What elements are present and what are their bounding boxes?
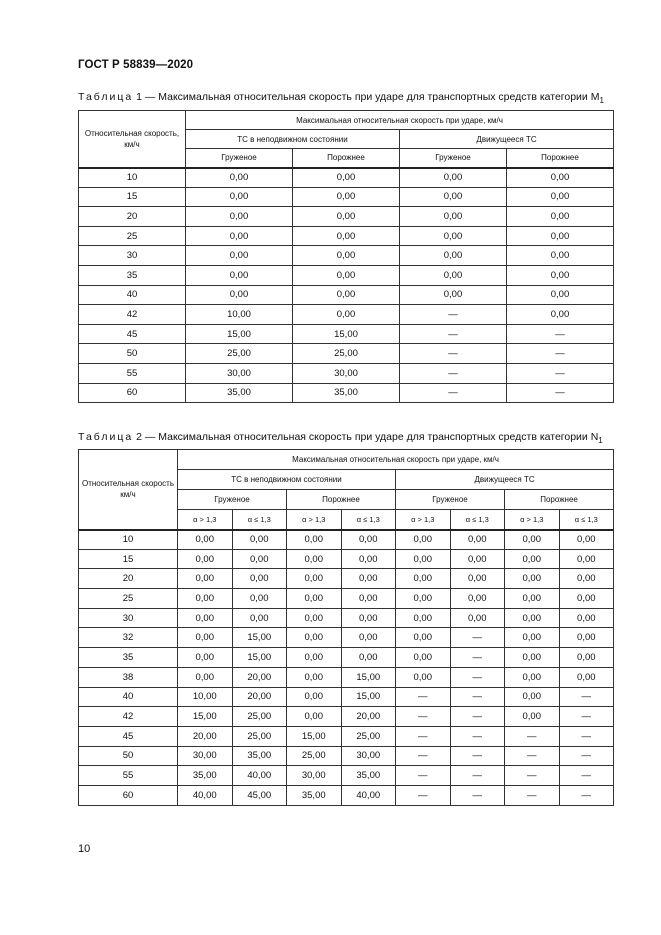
value-cell: 0,00 <box>559 530 614 550</box>
value-cell: 0,00 <box>505 648 560 668</box>
value-cell: 0,00 <box>505 608 560 628</box>
moving-loaded-cell: 0,00 <box>400 246 507 266</box>
table2-header-alpha-gt: α > 1,3 <box>505 510 560 530</box>
table1-caption-label: Таблица <box>78 91 134 103</box>
value-cell: 0,00 <box>287 687 342 707</box>
speed-cell: 42 <box>79 305 186 325</box>
moving-empty-cell: 0,00 <box>507 226 614 246</box>
stationary-loaded-cell: 0,00 <box>186 207 293 227</box>
table-row <box>79 285 614 305</box>
table2-header-alpha-gt: α > 1,3 <box>287 510 342 530</box>
value-cell: 0,00 <box>505 687 560 707</box>
table2-caption-label: Таблица <box>78 431 134 443</box>
value-cell: 15,00 <box>178 707 233 727</box>
stationary-loaded-cell: 15,00 <box>186 324 293 344</box>
speed-cell: 35 <box>79 648 178 668</box>
table1-header-stationary: ТС в неподвижном состоянии <box>186 130 400 149</box>
value-cell: 0,00 <box>178 549 233 569</box>
stationary-loaded-cell: 0,00 <box>186 265 293 285</box>
value-cell: 0,00 <box>341 569 396 589</box>
table2-header-alpha-gt: α > 1,3 <box>178 510 233 530</box>
stationary-empty-cell: 0,00 <box>293 246 400 266</box>
speed-cell: 50 <box>79 344 186 364</box>
table2-header-alpha-gt: α > 1,3 <box>396 510 451 530</box>
value-cell: 0,00 <box>287 667 342 687</box>
value-cell: — <box>505 746 560 766</box>
value-cell: 0,00 <box>341 530 396 550</box>
value-cell: 0,00 <box>396 608 451 628</box>
value-cell: 0,00 <box>505 667 560 687</box>
value-cell: 0,00 <box>396 549 451 569</box>
value-cell: 0,00 <box>505 549 560 569</box>
value-cell: 0,00 <box>450 530 505 550</box>
value-cell: 35,00 <box>287 785 342 805</box>
value-cell: 45,00 <box>232 785 287 805</box>
table-row <box>79 785 614 805</box>
value-cell: 15,00 <box>287 726 342 746</box>
value-cell: — <box>396 785 451 805</box>
value-cell: 0,00 <box>396 589 451 609</box>
value-cell: 0,00 <box>559 589 614 609</box>
table1-caption-text: 1 — Максимальная относительная скорость при ударе для транспортных средств категории M <box>136 91 600 103</box>
value-cell: 0,00 <box>559 667 614 687</box>
value-cell: 0,00 <box>287 648 342 668</box>
moving-empty-cell: 0,00 <box>507 305 614 325</box>
table2-caption-text: 2 — Максимальная относительная скорость при ударе для транспортных средств категории N <box>136 431 599 443</box>
value-cell: 0,00 <box>559 569 614 589</box>
value-cell: — <box>450 667 505 687</box>
stationary-loaded-cell: 35,00 <box>186 383 293 403</box>
value-cell: 10,00 <box>178 687 233 707</box>
moving-loaded-cell: — <box>400 305 507 325</box>
value-cell: 0,00 <box>287 530 342 550</box>
stationary-loaded-cell: 0,00 <box>186 226 293 246</box>
value-cell: 0,00 <box>341 549 396 569</box>
speed-cell: 35 <box>79 265 186 285</box>
value-cell: 15,00 <box>341 667 396 687</box>
speed-cell: 32 <box>79 628 178 648</box>
speed-cell: 40 <box>79 285 186 305</box>
table-row <box>79 265 614 285</box>
value-cell: — <box>396 766 451 786</box>
table-row <box>79 667 614 687</box>
value-cell: 0,00 <box>396 569 451 589</box>
value-cell: — <box>505 726 560 746</box>
value-cell: 0,00 <box>287 549 342 569</box>
speed-cell: 60 <box>79 785 178 805</box>
value-cell: — <box>396 687 451 707</box>
value-cell: 0,00 <box>287 628 342 648</box>
table-row <box>79 726 614 746</box>
stationary-loaded-cell: 0,00 <box>186 187 293 207</box>
speed-cell: 60 <box>79 383 186 403</box>
moving-empty-cell: 0,00 <box>507 285 614 305</box>
speed-cell: 25 <box>79 589 178 609</box>
speed-cell: 15 <box>79 187 186 207</box>
moving-loaded-cell: — <box>400 324 507 344</box>
value-cell: 0,00 <box>450 569 505 589</box>
speed-cell: 38 <box>79 667 178 687</box>
value-cell: 0,00 <box>287 707 342 727</box>
speed-cell: 20 <box>79 569 178 589</box>
value-cell: — <box>450 628 505 648</box>
value-cell: 0,00 <box>232 589 287 609</box>
table-row <box>79 207 614 227</box>
value-cell: 0,00 <box>505 589 560 609</box>
value-cell: — <box>559 726 614 746</box>
speed-cell: 15 <box>79 549 178 569</box>
value-cell: 0,00 <box>178 648 233 668</box>
value-cell: 0,00 <box>396 628 451 648</box>
table-row <box>79 324 614 344</box>
moving-loaded-cell: 0,00 <box>400 168 507 188</box>
value-cell: 0,00 <box>178 589 233 609</box>
value-cell: 35,00 <box>232 746 287 766</box>
value-cell: — <box>559 707 614 727</box>
table1-header-stationary-loaded: Груженое <box>186 149 293 168</box>
value-cell: — <box>450 785 505 805</box>
value-cell: — <box>450 707 505 727</box>
value-cell: 25,00 <box>287 746 342 766</box>
value-cell: 0,00 <box>232 608 287 628</box>
value-cell: 0,00 <box>232 530 287 550</box>
table2-header-stationary: ТС в неподвижном состоянии <box>178 470 396 490</box>
stationary-empty-cell: 0,00 <box>293 305 400 325</box>
page-number: 10 <box>78 843 91 855</box>
moving-loaded-cell: — <box>400 344 507 364</box>
value-cell: 40,00 <box>178 785 233 805</box>
value-cell: 15,00 <box>232 648 287 668</box>
table1 <box>78 110 614 403</box>
speed-cell: 55 <box>79 363 186 383</box>
table-row <box>79 344 614 364</box>
value-cell: 15,00 <box>232 628 287 648</box>
table1-header-max: Максимальная относительная скорость при ударе, км/ч <box>186 111 614 130</box>
table-row <box>79 383 614 403</box>
table2-header-alpha-le: α ≤ 1,3 <box>559 510 614 530</box>
table-row <box>79 187 614 207</box>
moving-loaded-cell: 0,00 <box>400 285 507 305</box>
value-cell: 0,00 <box>559 608 614 628</box>
moving-empty-cell: 0,00 <box>507 265 614 285</box>
speed-cell: 30 <box>79 608 178 628</box>
value-cell: — <box>450 726 505 746</box>
value-cell: 35,00 <box>341 766 396 786</box>
value-cell: 0,00 <box>178 569 233 589</box>
stationary-empty-cell: 15,00 <box>293 324 400 344</box>
document-code: ГОСТ Р 58839—2020 <box>78 59 194 71</box>
value-cell: — <box>559 766 614 786</box>
table-row <box>79 530 614 550</box>
value-cell: — <box>559 687 614 707</box>
speed-cell: 42 <box>79 707 178 727</box>
value-cell: 0,00 <box>450 608 505 628</box>
table-row <box>79 246 614 266</box>
value-cell: 40,00 <box>341 785 396 805</box>
value-cell: 0,00 <box>341 589 396 609</box>
moving-loaded-cell: 0,00 <box>400 265 507 285</box>
value-cell: 0,00 <box>232 549 287 569</box>
value-cell: 30,00 <box>178 746 233 766</box>
table-row <box>79 746 614 766</box>
value-cell: 0,00 <box>178 530 233 550</box>
stationary-loaded-cell: 30,00 <box>186 363 293 383</box>
speed-cell: 30 <box>79 246 186 266</box>
stationary-empty-cell: 0,00 <box>293 187 400 207</box>
value-cell: 30,00 <box>287 766 342 786</box>
table-row <box>79 569 614 589</box>
table-row <box>79 226 614 246</box>
table-row <box>79 628 614 648</box>
value-cell: 0,00 <box>505 628 560 648</box>
table2-header-max: Максимальная относительная скорость при ударе, км/ч <box>178 450 614 470</box>
table-row <box>79 589 614 609</box>
moving-empty-cell: — <box>507 363 614 383</box>
value-cell: 20,00 <box>341 707 396 727</box>
value-cell: 0,00 <box>341 628 396 648</box>
table2-header-moving-empty: Порожнее <box>505 490 614 510</box>
table2-header-moving-loaded: Груженое <box>396 490 505 510</box>
table-row <box>79 168 614 188</box>
stationary-empty-cell: 0,00 <box>293 168 400 188</box>
value-cell: 0,00 <box>559 648 614 668</box>
value-cell: 0,00 <box>341 648 396 668</box>
value-cell: 0,00 <box>287 569 342 589</box>
moving-loaded-cell: — <box>400 383 507 403</box>
speed-cell: 50 <box>79 746 178 766</box>
moving-loaded-cell: 0,00 <box>400 187 507 207</box>
table1-caption <box>78 91 604 105</box>
table-row <box>79 549 614 569</box>
table1-header-moving-loaded: Груженое <box>400 149 507 168</box>
speed-cell: 10 <box>79 530 178 550</box>
table2 <box>78 449 614 806</box>
table-row <box>79 648 614 668</box>
value-cell: 0,00 <box>287 608 342 628</box>
table1-header-moving-empty: Порожнее <box>507 149 614 168</box>
value-cell: — <box>396 707 451 727</box>
value-cell: 0,00 <box>178 608 233 628</box>
stationary-empty-cell: 30,00 <box>293 363 400 383</box>
value-cell: 20,00 <box>232 667 287 687</box>
table1-header-speed: Относительная скорость, км/ч <box>79 111 186 168</box>
value-cell: 30,00 <box>341 746 396 766</box>
value-cell: 0,00 <box>287 589 342 609</box>
stationary-loaded-cell: 25,00 <box>186 344 293 364</box>
value-cell: 0,00 <box>505 707 560 727</box>
stationary-empty-cell: 35,00 <box>293 383 400 403</box>
table-row <box>79 305 614 325</box>
speed-cell: 45 <box>79 726 178 746</box>
table2-header-speed: Относительная скорость км/ч <box>79 450 178 530</box>
stationary-empty-cell: 0,00 <box>293 226 400 246</box>
stationary-empty-cell: 25,00 <box>293 344 400 364</box>
value-cell: 0,00 <box>232 569 287 589</box>
value-cell: 0,00 <box>450 589 505 609</box>
value-cell: 25,00 <box>341 726 396 746</box>
speed-cell: 10 <box>79 168 186 188</box>
table-row <box>79 707 614 727</box>
value-cell: 0,00 <box>559 549 614 569</box>
moving-empty-cell: — <box>507 383 614 403</box>
speed-cell: 20 <box>79 207 186 227</box>
value-cell: 0,00 <box>178 628 233 648</box>
value-cell: 0,00 <box>450 549 505 569</box>
value-cell: 40,00 <box>232 766 287 786</box>
table-row <box>79 363 614 383</box>
value-cell: — <box>450 648 505 668</box>
table-row <box>79 608 614 628</box>
speed-cell: 40 <box>79 687 178 707</box>
table2-caption <box>78 431 603 445</box>
value-cell: — <box>559 785 614 805</box>
stationary-loaded-cell: 0,00 <box>186 285 293 305</box>
value-cell: — <box>450 687 505 707</box>
value-cell: 15,00 <box>341 687 396 707</box>
table2-header-alpha-le: α ≤ 1,3 <box>341 510 396 530</box>
table2-header-alpha-le: α ≤ 1,3 <box>232 510 287 530</box>
moving-loaded-cell: 0,00 <box>400 207 507 227</box>
table2-header-alpha-le: α ≤ 1,3 <box>450 510 505 530</box>
moving-loaded-cell: 0,00 <box>400 226 507 246</box>
table1-header-stationary-empty: Порожнее <box>293 149 400 168</box>
value-cell: 0,00 <box>559 628 614 648</box>
value-cell: 25,00 <box>232 707 287 727</box>
value-cell: — <box>505 785 560 805</box>
table2-caption-sub: 1 <box>598 436 603 446</box>
stationary-empty-cell: 0,00 <box>293 207 400 227</box>
value-cell: — <box>559 746 614 766</box>
value-cell: 0,00 <box>505 569 560 589</box>
value-cell: 20,00 <box>232 687 287 707</box>
value-cell: — <box>505 766 560 786</box>
table-row <box>79 766 614 786</box>
moving-empty-cell: 0,00 <box>507 187 614 207</box>
stationary-loaded-cell: 0,00 <box>186 168 293 188</box>
value-cell: 0,00 <box>396 648 451 668</box>
table1-caption-sub: 1 <box>599 96 604 106</box>
stationary-loaded-cell: 0,00 <box>186 246 293 266</box>
moving-empty-cell: — <box>507 344 614 364</box>
stationary-empty-cell: 0,00 <box>293 285 400 305</box>
speed-cell: 25 <box>79 226 186 246</box>
value-cell: 0,00 <box>396 667 451 687</box>
value-cell: 25,00 <box>232 726 287 746</box>
value-cell: — <box>396 746 451 766</box>
table2-header-stationary-loaded: Груженое <box>178 490 287 510</box>
value-cell: 0,00 <box>505 530 560 550</box>
value-cell: — <box>450 746 505 766</box>
moving-empty-cell: 0,00 <box>507 246 614 266</box>
value-cell: 35,00 <box>178 766 233 786</box>
moving-loaded-cell: — <box>400 363 507 383</box>
table-row <box>79 687 614 707</box>
value-cell: — <box>396 726 451 746</box>
stationary-loaded-cell: 10,00 <box>186 305 293 325</box>
stationary-empty-cell: 0,00 <box>293 265 400 285</box>
value-cell: 20,00 <box>178 726 233 746</box>
moving-empty-cell: — <box>507 324 614 344</box>
moving-empty-cell: 0,00 <box>507 207 614 227</box>
value-cell: 0,00 <box>396 530 451 550</box>
speed-cell: 55 <box>79 766 178 786</box>
table2-header-stationary-empty: Порожнее <box>287 490 396 510</box>
table1-header-moving: Движущееся ТС <box>400 130 614 149</box>
value-cell: 0,00 <box>341 608 396 628</box>
table2-header-moving: Движущееся ТС <box>396 470 614 490</box>
speed-cell: 45 <box>79 324 186 344</box>
value-cell: — <box>450 766 505 786</box>
value-cell: 0,00 <box>178 667 233 687</box>
moving-empty-cell: 0,00 <box>507 168 614 188</box>
